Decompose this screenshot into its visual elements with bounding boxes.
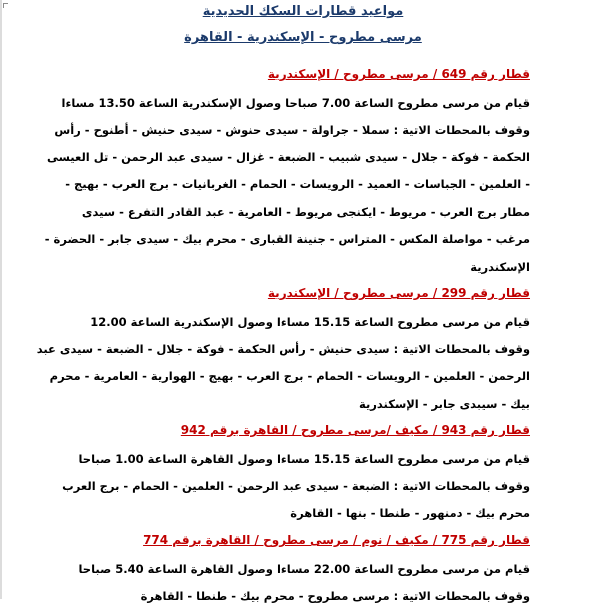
train-775-departure: قيام من مرسى مطروح الساعة 22.00 مساءا وصول القاهرة الساعة 5.40 صباحا — [78, 562, 530, 576]
train-649-departure: قيام من مرسى مطروح الساعة 7.00 صباحا وصول الإسكندرية الساعة 13.50 مساءا — [61, 96, 530, 110]
train-649-stops-line: - العلمين - الجباسات - العميد - الرويسات - الحمام - الغربانيات - برج العرب - بهيج - — [65, 177, 530, 191]
page-corner-marker — [3, 3, 8, 8]
train-775-heading: قطار رقم 775 / مكيف / نوم / مرسى مطروح / القاهرة برقم 774 — [143, 533, 530, 547]
train-649-stops-line: مرغب - مواصلة المكس - المتراس - جنينة القبارى - محرم بيك - سيدى جابر - الحضرة - — [44, 232, 530, 246]
train-299-heading: قطار رقم 299 / مرسى مطروح / الإسكندرية — [267, 286, 530, 300]
train-649-stops-line: وقوف بالمحطات الاتية : سملا - جراولة - سيدى حنوش - سيدى حنيش - أطنوح - رأس — [54, 123, 530, 137]
train-943-departure: قيام من مرسى مطروح الساعة 15.15 مساءا وصول القاهرة الساعة 1.00 صباحا — [78, 452, 530, 466]
train-943-stops-line: محرم بيك - دمنهور - طنطا - بنها - القاهرة — [290, 506, 530, 520]
train-649-stops-line: الإسكندرية — [470, 260, 530, 274]
train-649-stops-line: مطار برج العرب - مريوط - ايكنجى مريوط - العامرية - عبد القادر التفرع - سيدى — [81, 205, 530, 219]
train-299-stops-line: الرحمن - العلمين - الرويسات - الحمام - برج العرب - بهيج - الهوارية - العامرية - محرم — [49, 369, 530, 383]
page-title: مواعيد قطارات السكك الحديدية — [202, 4, 404, 19]
train-943-heading: قطار رقم 943 / مكيف /مرسى مطروح / القاهرة برقم 942 — [180, 423, 530, 437]
page-subtitle: مرسى مطروح - الإسكندرية - القاهرة — [184, 30, 422, 45]
train-299-departure: قيام من مرسى مطروح الساعة 15.15 مساءا وصول الإسكندرية الساعة 12.00 — [90, 315, 530, 329]
train-649-stops-line: الحكمة - فوكة - جلال - سيدى شبيب - الضبعة - غزال - سيدى عبد الرحمن - تل العيسى — [46, 150, 530, 164]
train-649-heading: قطار رقم 649 / مرسى مطروح / الإسكندرية — [267, 67, 530, 81]
train-299-stops-line: وقوف بالمحطات الاتية : سيدى حنيش - رأس الحكمة - فوكة - جلال - الضبعة - سيدى عبد — [36, 342, 530, 356]
page-edge — [0, 0, 2, 599]
train-299-stops-line: بيك - سيبدى جابر - الإسكندرية — [359, 397, 530, 411]
train-775-stops-line: وقوف بالمحطات الاتية : مرسى مطروح - محرم بيك - طنطا - القاهرة — [140, 589, 530, 603]
train-943-stops-line: وقوف بالمحطات الاتية : الضبعة - سيدى عبد الرحمن - العلمين - الحمام - برج العرب — [62, 479, 530, 493]
